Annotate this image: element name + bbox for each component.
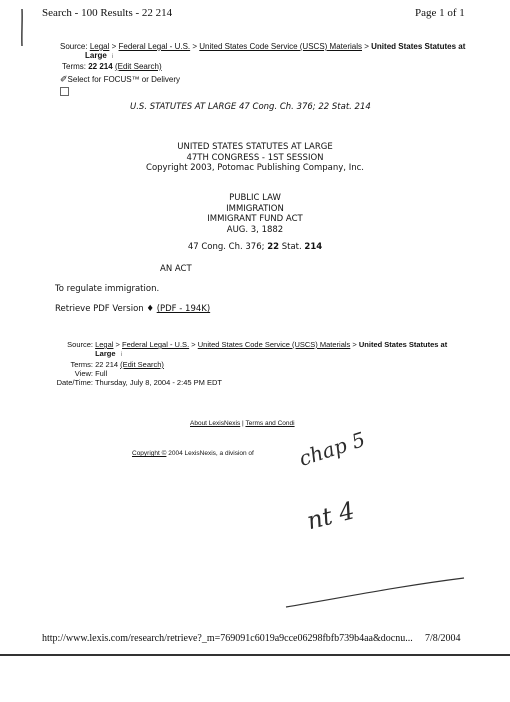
- publication-heading: [110, 142, 400, 174]
- citation-line: U.S. STATUTES AT LARGE 47 Cong. Ch. 376; 22 Stat. 214: [130, 102, 371, 112]
- crumb-separator: >: [364, 42, 369, 51]
- bottom-crumb-current: United States Statutes at: [358, 340, 448, 349]
- crumb-legal[interactable]: Legal: [89, 42, 110, 51]
- about-lexisnexis-link[interactable]: About LexisNexis: [190, 420, 241, 427]
- crumb-separator: >: [111, 42, 117, 51]
- law-line-1: PUBLIC LAW: [229, 193, 281, 203]
- footer-links: [190, 420, 295, 427]
- pdf-row: [55, 304, 210, 314]
- focus-label: Select for FOCUS™ or Delivery: [67, 75, 181, 84]
- bottom-terms-row: [55, 360, 447, 369]
- print-footer-date: 7/8/2004: [425, 633, 461, 644]
- terms-value: 22 214: [88, 62, 113, 71]
- crumb-separator: >: [191, 340, 196, 349]
- bottom-crumb-federal-legal[interactable]: Federal Legal - U.S.: [122, 340, 190, 349]
- law-heading: [110, 193, 400, 235]
- top-source: [60, 42, 465, 71]
- source-label: Source:: [60, 42, 88, 51]
- bottom-edit-search-link[interactable]: (Edit Search): [120, 360, 164, 369]
- bottom-meta: [55, 340, 447, 387]
- bottom-datetime-row: [55, 378, 447, 387]
- crumb-separator: >: [192, 42, 198, 51]
- bottom-terms-value: 22 214: [95, 360, 119, 369]
- margin-pen-mark: [19, 8, 25, 48]
- terms-link[interactable]: Terms and Condi: [245, 420, 295, 427]
- select-checkbox[interactable]: [60, 87, 69, 96]
- crumb-separator: >: [115, 340, 120, 349]
- law-line-2: IMMIGRATION: [226, 203, 284, 214]
- bottom-view-row: [55, 369, 447, 378]
- law-line-3: IMMIGRANT FUND ACT: [207, 214, 303, 224]
- heading-line-2: 47TH CONGRESS - 1ST SESSION: [186, 152, 324, 163]
- heading-line-1: UNITED STATES STATUTES AT LARGE: [177, 142, 333, 152]
- bottom-terms-label: Terms:: [70, 360, 93, 369]
- law-line-4: AUG. 3, 1882: [226, 224, 284, 235]
- print-header-title: Search - 100 Results - 22 214: [42, 7, 173, 19]
- statute-cite: [110, 242, 400, 252]
- footer-divider: |: [242, 420, 244, 427]
- terms-label: Terms:: [62, 62, 86, 71]
- bottom-source-label: Source:: [67, 340, 93, 349]
- datetime-value: Thursday, July 8, 2004 - 2:45 PM EDT: [94, 378, 222, 387]
- copyright-link[interactable]: Copyright ©: [132, 450, 167, 457]
- print-header-page: Page 1 of 1: [415, 7, 465, 19]
- cite-prefix: 47 Cong. Ch. 376;: [187, 242, 268, 252]
- crumb-current: United States Statutes at: [371, 42, 466, 51]
- handwritten-note-chap: chap 5: [296, 427, 368, 471]
- pointing-hand-icon: ✐: [60, 74, 68, 84]
- datetime-label: Date/Time:: [56, 378, 93, 387]
- heading-line-3: Copyright 2003, Potomac Publishing Company, Inc.: [146, 163, 364, 173]
- scan-edge-line: [0, 654, 510, 656]
- purpose-text: To regulate immigration.: [55, 284, 160, 294]
- print-footer-url: http://www.lexis.com/research/retrieve?_m=769091c6019a9cce06298fbfb739b4aa&docnu...: [42, 633, 413, 644]
- crumb-federal-legal[interactable]: Federal Legal - U.S.: [118, 42, 191, 51]
- source-breadcrumb: [60, 42, 465, 51]
- cite-volume: 22: [267, 242, 280, 252]
- an-act-label: AN ACT: [160, 264, 192, 274]
- crumb-uscs-materials[interactable]: United States Code Service (USCS) Materials: [199, 42, 362, 51]
- footer-copyright: [132, 450, 254, 457]
- bottom-crumb-legal[interactable]: Legal: [95, 340, 114, 349]
- cite-mid: Stat.: [279, 242, 305, 252]
- crumb-separator: >: [352, 340, 357, 349]
- info-icon[interactable]: i: [112, 54, 114, 60]
- terms-row: [60, 62, 465, 71]
- bottom-source-cont: [55, 349, 447, 360]
- view-label: View:: [74, 369, 93, 378]
- crumb-current-cont: Large: [85, 51, 107, 60]
- bottom-source-row: [55, 340, 447, 349]
- handwritten-note-nt: nt 4: [304, 496, 358, 536]
- pdf-link[interactable]: (PDF - 194K): [156, 304, 211, 314]
- edit-search-link[interactable]: (Edit Search): [114, 62, 162, 71]
- pdf-label: Retrieve PDF Version: [55, 304, 144, 314]
- focus-row[interactable]: [60, 74, 180, 85]
- view-value: Full: [95, 369, 108, 378]
- handwritten-stroke: [280, 572, 470, 612]
- cite-page: 214: [304, 242, 323, 252]
- bottom-info-icon[interactable]: i: [120, 352, 122, 358]
- source-current-cont: [60, 51, 465, 62]
- diamond-icon: ♦: [146, 304, 154, 314]
- copyright-text: 2004 LexisNexis, a division of: [166, 450, 254, 457]
- bottom-crumb-current-cont: Large: [95, 349, 116, 358]
- bottom-crumb-uscs-materials[interactable]: United States Code Service (USCS) Materials: [197, 340, 351, 349]
